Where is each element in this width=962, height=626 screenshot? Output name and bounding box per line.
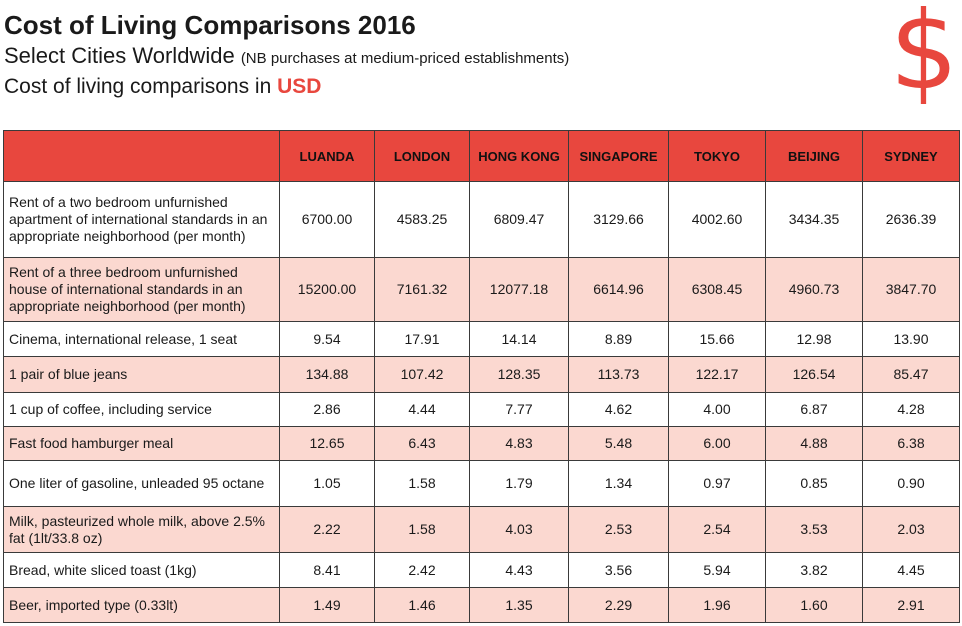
value-cell: 0.90 <box>863 461 960 507</box>
item-label: One liter of gasoline, unleaded 95 octane <box>4 461 280 507</box>
value-cell: 85.47 <box>863 357 960 393</box>
value-cell: 3847.70 <box>863 258 960 322</box>
value-cell: 126.54 <box>766 357 863 393</box>
value-cell: 4960.73 <box>766 258 863 322</box>
value-cell: 1.05 <box>280 461 375 507</box>
column-header: LONDON <box>375 131 470 182</box>
column-header: TOKYO <box>669 131 766 182</box>
value-cell: 4.83 <box>470 427 569 461</box>
value-cell: 2636.39 <box>863 182 960 258</box>
value-cell: 5.48 <box>569 427 669 461</box>
value-cell: 1.35 <box>470 588 569 623</box>
value-cell: 12077.18 <box>470 258 569 322</box>
page-title: Cost of Living Comparisons 2016 <box>4 10 416 40</box>
value-cell: 2.91 <box>863 588 960 623</box>
cost-table <box>3 130 960 623</box>
value-cell: 4583.25 <box>375 182 470 258</box>
value-cell: 3.56 <box>569 553 669 588</box>
subtitle-note: (NB purchases at medium-priced establishments) <box>240 50 570 67</box>
value-cell: 4.44 <box>375 393 470 427</box>
currency-line <box>4 73 569 101</box>
column-header: HONG KONG <box>470 131 569 182</box>
value-cell: 8.89 <box>569 322 669 357</box>
item-label: Cinema, international release, 1 seat <box>4 322 280 357</box>
value-cell: 4.03 <box>470 507 569 553</box>
value-cell: 113.73 <box>569 357 669 393</box>
item-label: Bread, white sliced toast (1kg) <box>4 553 280 588</box>
value-cell: 134.88 <box>280 357 375 393</box>
value-cell: 1.34 <box>569 461 669 507</box>
value-cell: 1.58 <box>375 461 470 507</box>
value-cell: 1.79 <box>470 461 569 507</box>
value-cell: 4.00 <box>669 393 766 427</box>
value-cell: 14.14 <box>470 322 569 357</box>
value-cell: 2.86 <box>280 393 375 427</box>
column-header: LUANDA <box>280 131 375 182</box>
value-cell: 2.03 <box>863 507 960 553</box>
table-row <box>4 258 960 322</box>
value-cell: 13.90 <box>863 322 960 357</box>
value-cell: 12.98 <box>766 322 863 357</box>
value-cell: 12.65 <box>280 427 375 461</box>
table-row <box>4 427 960 461</box>
table-row <box>4 588 960 623</box>
item-label: 1 pair of blue jeans <box>4 357 280 393</box>
table-row <box>4 461 960 507</box>
value-cell: 6.38 <box>863 427 960 461</box>
value-cell: 4.28 <box>863 393 960 427</box>
value-cell: 2.29 <box>569 588 669 623</box>
value-cell: 2.53 <box>569 507 669 553</box>
value-cell: 122.17 <box>669 357 766 393</box>
value-cell: 1.96 <box>669 588 766 623</box>
table-row <box>4 393 960 427</box>
value-cell: 3.53 <box>766 507 863 553</box>
value-cell: 6.00 <box>669 427 766 461</box>
value-cell: 2.22 <box>280 507 375 553</box>
value-cell: 1.58 <box>375 507 470 553</box>
value-cell: 3434.35 <box>766 182 863 258</box>
dollar-icon: $ <box>889 0 959 114</box>
column-header: SINGAPORE <box>569 131 669 182</box>
subtitle <box>4 42 569 73</box>
table-row <box>4 553 960 588</box>
value-cell: 6308.45 <box>669 258 766 322</box>
table-row <box>4 322 960 357</box>
item-label: Milk, pasteurized whole milk, above 2.5% fat (1lt/33.8 oz) <box>4 507 280 553</box>
value-cell: 0.85 <box>766 461 863 507</box>
value-cell: 4.45 <box>863 553 960 588</box>
item-label: Fast food hamburger meal <box>4 427 280 461</box>
value-cell: 4.62 <box>569 393 669 427</box>
value-cell: 15.66 <box>669 322 766 357</box>
value-cell: 1.49 <box>280 588 375 623</box>
column-header: SYDNEY <box>863 131 960 182</box>
value-cell: 6700.00 <box>280 182 375 258</box>
currency-line-text: Cost of living comparisons in <box>4 75 272 98</box>
value-cell: 0.97 <box>669 461 766 507</box>
value-cell: 4002.60 <box>669 182 766 258</box>
value-cell: 3129.66 <box>569 182 669 258</box>
value-cell: 7.77 <box>470 393 569 427</box>
table-row <box>4 182 960 258</box>
item-label: Rent of a three bedroom unfurnished house of international standards in an appropriate neighborhood (per month) <box>4 258 280 322</box>
item-label: Rent of a two bedroom unfurnished apartment of international standards in an appropriate neighborhood (per month) <box>4 182 280 258</box>
value-cell: 6809.47 <box>470 182 569 258</box>
value-cell: 6.43 <box>375 427 470 461</box>
table-body <box>4 182 960 623</box>
value-cell: 1.60 <box>766 588 863 623</box>
value-cell: 6614.96 <box>569 258 669 322</box>
item-label: 1 cup of coffee, including service <box>4 393 280 427</box>
value-cell: 8.41 <box>280 553 375 588</box>
value-cell: 7161.32 <box>375 258 470 322</box>
value-cell: 4.43 <box>470 553 569 588</box>
currency-label: USD <box>277 75 322 98</box>
column-header: BEIJING <box>766 131 863 182</box>
value-cell: 15200.00 <box>280 258 375 322</box>
value-cell: 2.54 <box>669 507 766 553</box>
header-item-cell <box>4 131 280 182</box>
value-cell: 4.88 <box>766 427 863 461</box>
table-header-row <box>4 131 960 182</box>
value-cell: 128.35 <box>470 357 569 393</box>
value-cell: 3.82 <box>766 553 863 588</box>
value-cell: 9.54 <box>280 322 375 357</box>
value-cell: 1.46 <box>375 588 470 623</box>
value-cell: 17.91 <box>375 322 470 357</box>
table-row <box>4 357 960 393</box>
value-cell: 5.94 <box>669 553 766 588</box>
header <box>4 8 569 101</box>
value-cell: 107.42 <box>375 357 470 393</box>
value-cell: 6.87 <box>766 393 863 427</box>
item-label: Beer, imported type (0.33lt) <box>4 588 280 623</box>
subtitle-text: Select Cities Worldwide <box>4 43 235 68</box>
table-row <box>4 507 960 553</box>
value-cell: 2.42 <box>375 553 470 588</box>
